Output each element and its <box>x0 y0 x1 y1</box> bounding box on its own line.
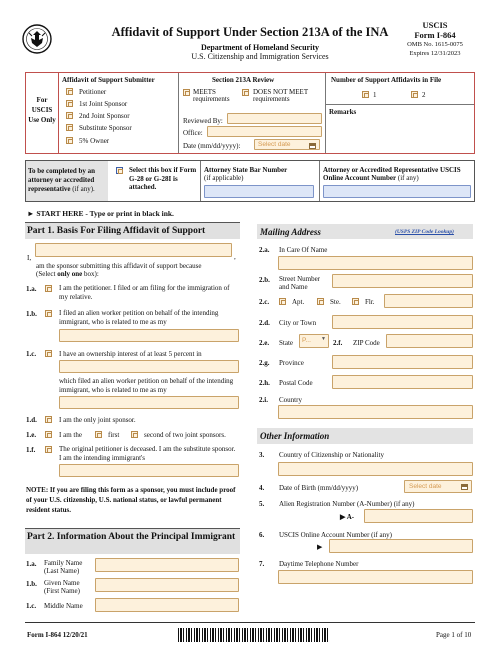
mail-2f-number: 2.f. <box>333 339 343 347</box>
reviewed-by-field[interactable] <box>227 113 322 124</box>
postal-code-field[interactable] <box>332 375 473 389</box>
mailing-address-title: Mailing Address <box>260 227 321 237</box>
form-title: Affidavit of Support Under Section 213A of the INA <box>111 25 389 39</box>
bar-number-label: Attorney State Bar Number <box>204 166 288 174</box>
mail-2g-number: 2.g. <box>259 359 270 367</box>
part1-select-a: (Select <box>36 270 58 278</box>
other-information-header <box>257 428 473 444</box>
country-field[interactable] <box>278 405 473 419</box>
part1-i-label: I, <box>27 254 32 262</box>
sponsor-name-field[interactable] <box>35 243 232 257</box>
item-1c-relationship-field[interactable] <box>59 396 239 409</box>
other-information-title: Other Information <box>260 431 330 441</box>
postal-code-label: Postal Code <box>279 379 313 387</box>
mail-2b-number: 2.b. <box>259 276 270 284</box>
part1-title: Part 1. Basis For Filing Affidavit of Support <box>27 226 206 236</box>
middle-name-label: Middle Name <box>44 602 83 610</box>
zip-field[interactable] <box>386 334 473 348</box>
other-7-number: 7. <box>259 560 265 568</box>
office-label: Office: <box>183 129 203 137</box>
city-label: City or Town <box>279 319 317 327</box>
citizenship-field[interactable] <box>278 462 473 476</box>
checkbox-1e-first[interactable] <box>95 431 102 438</box>
checkbox-affidavits-2[interactable] <box>411 91 418 98</box>
part1-note: NOTE: If you are filing this form as a sponsor, you must include proof of your U.S. citizenship, U.S. national status, or lawful permanent resident status. <box>26 486 236 514</box>
unit-number-field[interactable] <box>384 294 473 308</box>
item-1a-number: 1.a. <box>26 285 37 293</box>
street-label: Street Number and Name <box>279 275 321 291</box>
dob-date-picker[interactable] <box>404 480 472 493</box>
item-1e-number: 1.e. <box>26 431 37 439</box>
agency-name: U.S. Citizenship and Immigration Services <box>191 52 329 61</box>
part1-intro: am the sponsor submitting this affidavit of support because <box>36 262 202 270</box>
dhs-seal-icon <box>22 24 52 54</box>
affidavits-option-2: 2 <box>422 91 426 99</box>
checkbox-affidavits-1[interactable] <box>362 91 369 98</box>
part1-select-bold: only one <box>57 270 83 278</box>
item-1b-relationship-field[interactable] <box>59 329 239 342</box>
meets-label: MEETS <box>193 88 216 96</box>
submitter-1st-joint: 1st Joint Sponsor <box>79 100 128 108</box>
checkbox-petitioner[interactable] <box>66 88 73 95</box>
checkbox-1f-substitute[interactable] <box>45 446 52 453</box>
mail-2h-number: 2.h. <box>259 379 270 387</box>
omb-number: OMB No. 1615-0075 <box>407 41 463 48</box>
item-1f-text: The original petitioner is deceased. I am the substitute sponsor. I am the intending immigrant's <box>59 445 236 462</box>
item-1e-text-a: I am the <box>59 431 82 439</box>
checkbox-1a-petitioner[interactable] <box>45 285 52 292</box>
meets-sub: requirements <box>193 95 230 103</box>
item-1c-text-b: which filed an alien worker petition on behalf of the intending immigrant, who is related to me as my <box>59 377 234 394</box>
part1-select-b: box): <box>82 270 99 278</box>
checkbox-apt[interactable] <box>279 298 286 305</box>
review-date-placeholder: Select date <box>258 141 291 148</box>
item-1a-text: I am the petitioner. I filed or am filing for the immigration of my relative. <box>59 284 230 301</box>
uscis-account-label <box>323 166 473 182</box>
start-here-instruction <box>27 210 174 218</box>
barcode <box>178 628 328 642</box>
checkbox-1b-alien-worker[interactable] <box>45 310 52 317</box>
checkbox-g28-attached[interactable] <box>116 167 123 174</box>
uscis-online-arrow-icon: ▶ <box>317 543 323 551</box>
expiration-date: Expires 12/31/2023 <box>409 50 461 57</box>
family-name-label: Family Name (Last Name) <box>44 559 83 575</box>
office-field[interactable] <box>207 126 322 137</box>
submitter-petitioner: Petitioner <box>79 88 107 96</box>
mail-2a-number: 2.a. <box>259 246 270 254</box>
given-name-label: Given Name (First Name) <box>44 579 80 595</box>
mail-2i-number: 2.i. <box>259 396 268 404</box>
part2-1a-number: 1.a. <box>26 560 37 568</box>
city-field[interactable] <box>332 315 473 329</box>
calendar-icon[interactable] <box>309 143 316 149</box>
usps-zip-lookup-link[interactable]: (USPS ZIP Code Lookup) <box>395 229 454 235</box>
other-6-number: 6. <box>259 531 265 539</box>
bar-number-field[interactable] <box>204 185 314 198</box>
part2-header <box>25 528 240 554</box>
mail-2e-number: 2.e. <box>259 339 270 347</box>
other-3-number: 3. <box>259 451 265 459</box>
item-1e-second: second of two joint sponsors. <box>144 431 226 439</box>
middle-name-field[interactable] <box>95 598 239 612</box>
part2-1b-number: 1.b. <box>26 580 37 588</box>
review-date-label: Date (mm/dd/yyyy): <box>183 142 241 150</box>
checkbox-1e-joint-sponsor[interactable] <box>45 431 52 438</box>
mail-2c-number: 2.c. <box>259 298 270 306</box>
country-label: Country <box>279 396 302 404</box>
attorney-uscis-account-field[interactable] <box>323 185 471 198</box>
item-1d-number: 1.d. <box>26 416 37 424</box>
phone-label: Daytime Telephone Number <box>279 560 359 568</box>
state-label: State <box>279 339 293 347</box>
a-number-field[interactable] <box>364 509 473 523</box>
checkbox-1st-joint-sponsor[interactable] <box>66 100 73 107</box>
affidavits-option-1: 1 <box>373 91 377 99</box>
checkbox-ste[interactable] <box>317 298 324 305</box>
not-meets-sub: requirements <box>253 95 290 103</box>
phone-field[interactable] <box>278 570 473 584</box>
item-1b-text: I filed an alien worker petition on behalf of the intending immigrant, who is related to me as my <box>59 309 219 326</box>
checkbox-substitute-sponsor[interactable] <box>66 124 73 131</box>
given-name-field[interactable] <box>95 578 239 592</box>
family-name-field[interactable] <box>95 558 239 572</box>
item-1d-text: I am the only joint sponsor. <box>59 416 136 424</box>
part1-select-instruction <box>36 270 99 278</box>
part2-1c-number: 1.c. <box>26 602 37 610</box>
checkbox-1e-second[interactable] <box>131 431 138 438</box>
footer-form-ref: Form I-864 12/20/21 <box>27 631 88 639</box>
start-here-arrow-icon: ► <box>27 209 37 218</box>
uscis-account-label-text: Attorney or Accredited Representative USCIS Online Account Number <box>323 166 461 182</box>
uscis-account-if-any: (if any) <box>397 174 419 182</box>
item-1c-company-field[interactable] <box>59 360 239 373</box>
checkbox-does-not-meet[interactable] <box>242 89 249 96</box>
submitter-substitute: Substitute Sponsor <box>79 124 132 132</box>
item-1e-first: first <box>108 431 120 439</box>
care-of-label: In Care Of Name <box>279 246 328 254</box>
uscis-online-label: USCIS Online Account Number (if any) <box>279 531 392 539</box>
ste-label: Ste. <box>330 298 341 306</box>
citizenship-label: Country of Citizenship or Nationality <box>279 451 384 459</box>
apt-label: Apt. <box>292 298 305 306</box>
checkbox-1d-only-joint[interactable] <box>45 416 52 423</box>
chevron-down-icon: ▼ <box>321 337 326 342</box>
form-agency: USCIS <box>422 20 448 30</box>
item-1c-number: 1.c. <box>26 350 37 358</box>
review-column-title: Section 213A Review <box>212 76 275 84</box>
state-select-value: P... <box>302 337 311 344</box>
attorney-completed-by <box>28 167 106 194</box>
not-meets-label: DOES NOT MEET <box>253 88 309 96</box>
attorney-if-any: (if any). <box>72 185 95 193</box>
item-1f-number: 1.f. <box>26 446 36 454</box>
reviewed-by-label: Reviewed By: <box>183 117 223 125</box>
g28-select-text: Select this box if Form G-28 or G-28I is attached. <box>129 166 197 191</box>
checkbox-2nd-joint-sponsor[interactable] <box>66 112 73 119</box>
form-number: Form I-864 <box>414 30 456 40</box>
for-uscis-use-only: For USCIS Use Only <box>28 96 56 124</box>
part2-title: Part 2. Information About the Principal Immigrant <box>27 532 236 542</box>
calendar-icon[interactable] <box>461 484 468 490</box>
affidavits-column-title: Number of Support Affidavits in File <box>331 76 442 84</box>
start-here-text: START HERE - Type or print in black ink. <box>36 209 174 218</box>
attorney-completed-by-text: To be completed by an attorney or accredited representative <box>28 167 96 193</box>
state-select[interactable] <box>299 334 329 348</box>
item-1f-relationship-field[interactable] <box>59 464 239 477</box>
street-field[interactable] <box>332 274 473 288</box>
care-of-field[interactable] <box>278 256 473 270</box>
other-4-number: 4. <box>259 484 265 492</box>
bar-number-sub: (if applicable) <box>204 174 244 182</box>
checkbox-5-percent-owner[interactable] <box>66 137 73 144</box>
uscis-online-field[interactable] <box>329 539 473 553</box>
department-name: Department of Homeland Security <box>201 43 319 52</box>
submitter-column-title: Affidavit of Support Submitter <box>62 76 155 84</box>
dob-placeholder: Select date <box>409 483 442 490</box>
other-5-number: 5. <box>259 500 265 508</box>
a-number-prefix: ▶ A- <box>340 513 355 521</box>
a-number-label: Alien Registration Number (A-Number) (if any) <box>279 500 415 508</box>
item-1b-number: 1.b. <box>26 310 37 318</box>
zip-label: ZIP Code <box>353 339 380 347</box>
submitter-2nd-joint: 2nd Joint Sponsor <box>79 112 130 120</box>
part1-header <box>25 222 240 239</box>
item-1c-text: I have an ownership interest of at least 5 percent in <box>59 350 202 358</box>
checkbox-meets[interactable] <box>183 89 190 96</box>
submitter-5-percent: 5% Owner <box>79 137 110 145</box>
remarks-label: Remarks <box>329 108 357 116</box>
province-label: Province <box>279 359 304 367</box>
province-field[interactable] <box>332 355 473 369</box>
checkbox-1c-ownership[interactable] <box>45 350 52 357</box>
mail-2d-number: 2.d. <box>259 319 270 327</box>
dob-label: Date of Birth (mm/dd/yyyy) <box>279 484 359 492</box>
review-date-picker[interactable] <box>254 139 320 150</box>
checkbox-flr[interactable] <box>352 298 359 305</box>
flr-label: Flr. <box>365 298 375 306</box>
page-number: Page 1 of 10 <box>436 631 472 639</box>
